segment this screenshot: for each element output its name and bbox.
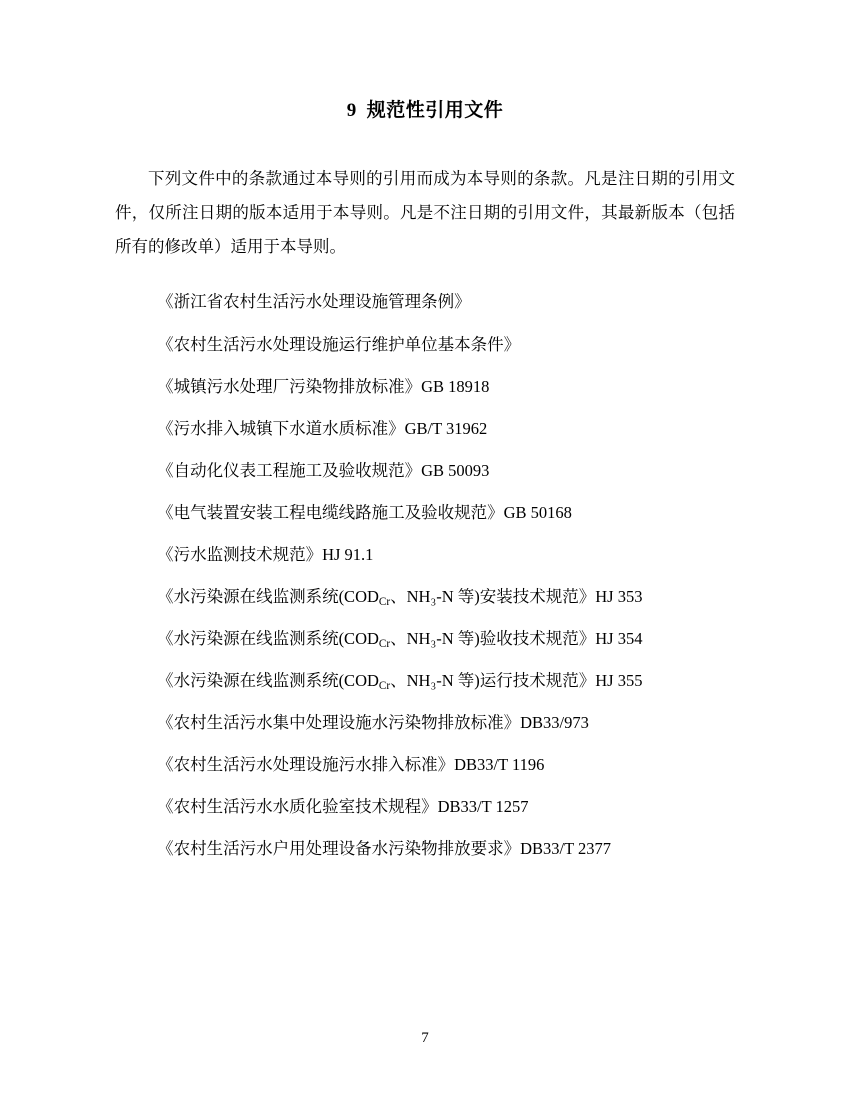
reference-code: DB33/T 1257 xyxy=(437,797,529,817)
list-item xyxy=(115,408,735,450)
list-item xyxy=(115,281,735,323)
list-item xyxy=(115,618,735,660)
reference-title-prefix: 《水污染源在线监测系统(COD xyxy=(157,628,379,648)
section-heading-text: 规范性引用文件 xyxy=(366,100,504,121)
reference-subscript: Cr xyxy=(378,679,391,692)
reference-code: DB33/T 2377 xyxy=(520,839,611,859)
list-item xyxy=(115,702,735,744)
list-item xyxy=(115,828,735,870)
list-item xyxy=(115,492,735,534)
list-item xyxy=(115,534,735,576)
reference-title: 《污水排入城镇下水道水质标准》 xyxy=(157,418,405,438)
reference-code: HJ 353 xyxy=(595,586,643,606)
reference-code: DB33/973 xyxy=(520,713,589,733)
reference-title: 《农村生活污水处理设施运行维护单位基本条件》 xyxy=(157,334,521,354)
reference-title: 《浙江省农村生活污水处理设施管理条例》 xyxy=(157,292,471,312)
reference-code: GB/T 31962 xyxy=(404,418,488,438)
reference-code: GB 18918 xyxy=(421,376,490,396)
reference-code: HJ 354 xyxy=(595,628,643,648)
page-content xyxy=(115,0,735,870)
reference-title-prefix: 《水污染源在线监测系统(COD xyxy=(157,671,379,690)
page-title xyxy=(115,0,735,122)
reference-title: 《农村生活污水水质化验室技术规程》 xyxy=(157,797,438,817)
reference-code: DB33/T 1196 xyxy=(454,755,545,775)
reference-title: 《城镇污水处理厂污染物排放标准》 xyxy=(157,376,422,396)
list-item xyxy=(115,366,735,408)
reference-title-suffix: 、NH₃-N 等)运行技术规范》 xyxy=(390,671,596,690)
reference-code: GB 50093 xyxy=(421,460,490,480)
reference-title-suffix: 、NH₃-N 等)安装技术规范》 xyxy=(390,586,596,606)
list-item xyxy=(115,660,735,702)
reference-title: 《污水监测技术规范》 xyxy=(157,544,323,564)
reference-title: 《农村生活污水户用处理设备水污染物排放要求》 xyxy=(157,839,521,859)
reference-title: 《农村生活污水集中处理设施水污染物排放标准》 xyxy=(157,713,521,733)
list-item xyxy=(115,324,735,366)
list-item xyxy=(115,744,735,786)
section-number: 9 xyxy=(346,100,357,121)
list-item xyxy=(115,450,735,492)
reference-subscript: Cr xyxy=(378,595,391,608)
reference-title: 《自动化仪表工程施工及验收规范》 xyxy=(157,460,422,480)
reference-list xyxy=(115,263,735,870)
reference-code: HJ 91.1 xyxy=(322,544,374,564)
list-item xyxy=(115,786,735,828)
reference-title: 《农村生活污水处理设施污水排入标准》 xyxy=(157,755,455,775)
reference-code: HJ 355 xyxy=(595,671,643,690)
page-number: 7 xyxy=(421,1030,429,1046)
reference-subscript: Cr xyxy=(378,637,391,650)
list-item xyxy=(115,576,735,618)
reference-code: GB 50168 xyxy=(503,502,572,522)
intro-paragraph: 下列文件中的条款通过本导则的引用而成为本导则的条款。凡是注日期的引用文件，仅所注日期的版本适用于本导则。凡是不注日期的引用文件，其最新版本（包括所有的修改单）适用于本导则。 xyxy=(115,169,735,256)
reference-title: 《电气装置安装工程电缆线路施工及验收规范》 xyxy=(157,502,504,522)
reference-title-prefix: 《水污染源在线监测系统(COD xyxy=(157,586,379,606)
reference-title-suffix: 、NH₃-N 等)验收技术规范》 xyxy=(390,628,596,648)
